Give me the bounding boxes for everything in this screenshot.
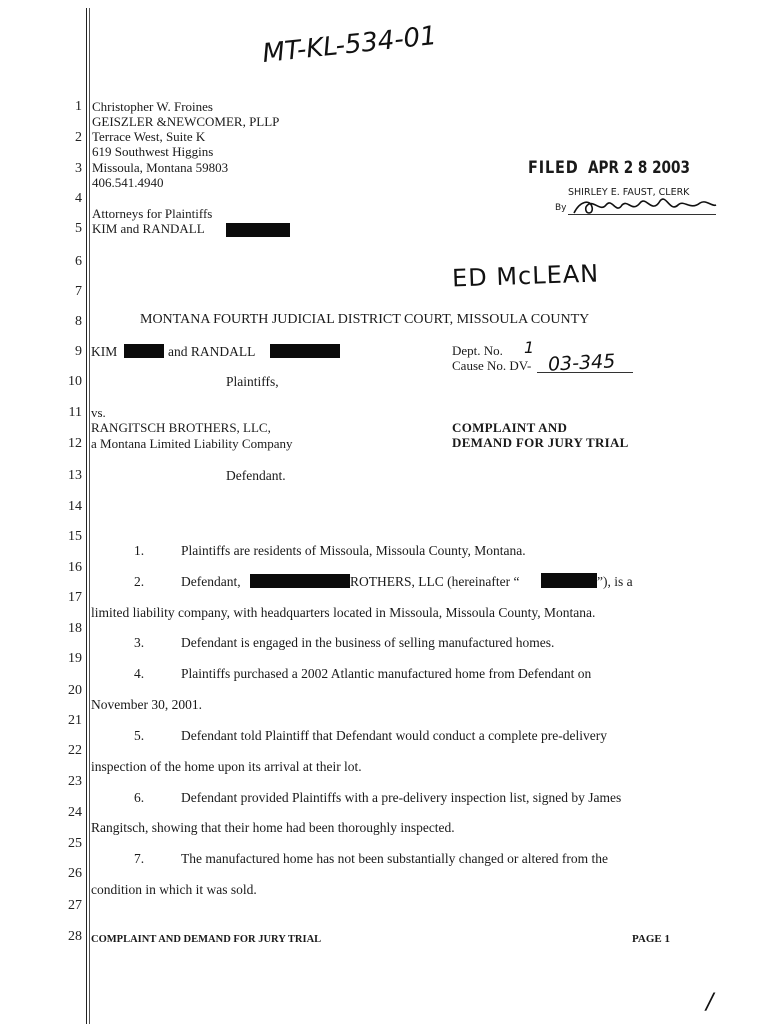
line-number: 28 bbox=[68, 929, 82, 944]
line-number: 7 bbox=[75, 284, 82, 299]
handwritten-case-code: MT-KL-534-01 bbox=[260, 20, 439, 70]
defendant-name: RANGITSCH BROTHERS, LLC, bbox=[91, 420, 271, 435]
attorney-firm: GEISZLER &NEWCOMER, PLLP bbox=[92, 114, 280, 129]
paragraph-number: 3. bbox=[134, 635, 145, 650]
paragraph-4-line-2: November 30, 2001. bbox=[91, 697, 202, 712]
paragraph-7: The manufactured home has not been substantially changed or altered from the bbox=[181, 851, 608, 866]
defendant-description: a Montana Limited Liability Company bbox=[91, 436, 293, 451]
redaction-bar bbox=[250, 574, 350, 588]
redaction-bar bbox=[541, 573, 597, 588]
paragraph-3: Defendant is engaged in the business of selling manufactured homes. bbox=[181, 635, 555, 650]
line-number: 3 bbox=[75, 161, 82, 176]
document-title-line-2: DEMAND FOR JURY TRIAL bbox=[452, 435, 629, 450]
line-number: 26 bbox=[68, 866, 82, 881]
attorney-address-2: 619 Southwest Higgins bbox=[92, 144, 214, 159]
attorney-role: Attorneys for Plaintiffs bbox=[92, 206, 213, 221]
filed-stamp-clerk: SHIRLEY E. FAUST, CLERK bbox=[568, 187, 690, 198]
handwritten-cause-number: 03-345 bbox=[547, 350, 616, 376]
cause-label: Cause No. DV- bbox=[452, 358, 532, 373]
line-number: 12 bbox=[68, 436, 82, 451]
line-number: 18 bbox=[68, 621, 82, 636]
paragraph-2-part-b: ROTHERS, LLC (hereinafter “ bbox=[350, 574, 520, 589]
margin-rule bbox=[86, 8, 87, 1024]
paragraph-2-part-c: ”), is a bbox=[597, 574, 633, 589]
line-number: 15 bbox=[68, 529, 82, 544]
line-number: 1 bbox=[75, 99, 82, 114]
line-number: 11 bbox=[68, 405, 82, 420]
plaintiff-and-randall: and RANDALL bbox=[168, 344, 256, 359]
paragraph-1: Plaintiffs are residents of Missoula, Missoula County, Montana. bbox=[181, 543, 526, 558]
paragraph-4: Plaintiffs purchased a 2002 Atlantic manufactured home from Defendant on bbox=[181, 666, 592, 681]
attorney-clients: KIM and RANDALL bbox=[92, 221, 205, 236]
handwritten-page-mark: / bbox=[706, 990, 714, 1015]
redaction-bar bbox=[124, 344, 164, 358]
line-number: 13 bbox=[68, 468, 82, 483]
line-number: 22 bbox=[68, 743, 82, 758]
paragraph-number: 4. bbox=[134, 666, 145, 681]
line-number: 9 bbox=[75, 344, 82, 359]
line-number: 6 bbox=[75, 254, 82, 269]
line-number: 25 bbox=[68, 836, 82, 851]
plaintiff-kim: KIM bbox=[91, 344, 118, 359]
paragraph-6-line-2: Rangitsch, showing that their home had been thoroughly inspected. bbox=[91, 820, 455, 835]
handwritten-dept-number: 1 bbox=[524, 338, 535, 357]
attorney-phone: 406.541.4940 bbox=[92, 175, 164, 190]
paragraph-2-line-2: limited liability company, with headquarters located in Missoula, Missoula County, Montana. bbox=[91, 605, 596, 620]
footer-title: COMPLAINT AND DEMAND FOR JURY TRIAL bbox=[91, 934, 322, 945]
attorney-city: Missoula, Montana 59803 bbox=[92, 160, 229, 175]
line-number: 2 bbox=[75, 130, 82, 145]
line-number: 17 bbox=[68, 590, 82, 605]
paragraph-2-part-a: Defendant, bbox=[181, 574, 241, 589]
line-number: 24 bbox=[68, 805, 82, 820]
attorney-name: Christopher W. Froines bbox=[92, 99, 213, 114]
line-number: 23 bbox=[68, 774, 82, 789]
paragraph-number: 7. bbox=[134, 851, 145, 866]
margin-rule-inner bbox=[89, 8, 90, 1024]
paragraph-number: 5. bbox=[134, 728, 145, 743]
line-number: 14 bbox=[68, 499, 82, 514]
line-number: 8 bbox=[75, 314, 82, 329]
filed-stamp-by: By bbox=[555, 203, 567, 213]
document-title-line-1: COMPLAINT AND bbox=[452, 420, 568, 435]
line-number: 16 bbox=[68, 560, 82, 575]
line-number: 19 bbox=[68, 651, 82, 666]
vs-label: vs. bbox=[91, 405, 106, 420]
clerk-signature bbox=[570, 193, 720, 221]
line-number: 4 bbox=[75, 191, 82, 206]
paragraph-7-line-2: condition in which it was sold. bbox=[91, 882, 257, 897]
defendant-label: Defendant. bbox=[226, 468, 286, 483]
paragraph-number: 1. bbox=[134, 543, 145, 558]
line-number: 5 bbox=[75, 221, 82, 236]
dept-label: Dept. No. bbox=[452, 343, 503, 358]
line-number: 20 bbox=[68, 683, 82, 698]
redaction-bar bbox=[226, 223, 290, 237]
filed-stamp-date: APR 2 8 2003 bbox=[588, 158, 690, 178]
attorney-address-1: Terrace West, Suite K bbox=[92, 129, 206, 144]
paragraph-6: Defendant provided Plaintiffs with a pre-delivery inspection list, signed by James bbox=[181, 790, 622, 805]
line-number: 10 bbox=[68, 374, 82, 389]
handwritten-judge: ED McLEAN bbox=[451, 259, 600, 293]
footer-page-number: PAGE 1 bbox=[632, 933, 670, 945]
court-title: MONTANA FOURTH JUDICIAL DISTRICT COURT, MISSOULA COUNTY bbox=[140, 312, 590, 327]
paragraph-5: Defendant told Plaintiff that Defendant would conduct a complete pre-delivery bbox=[181, 728, 607, 743]
line-number: 27 bbox=[68, 898, 82, 913]
filed-stamp-label: FILED bbox=[528, 158, 579, 178]
paragraph-number: 6. bbox=[134, 790, 145, 805]
paragraph-number: 2. bbox=[134, 574, 145, 589]
redaction-bar bbox=[270, 344, 340, 358]
paragraph-5-line-2: inspection of the home upon its arrival at their lot. bbox=[91, 759, 362, 774]
plaintiffs-label: Plaintiffs, bbox=[226, 374, 279, 389]
line-number: 21 bbox=[68, 713, 82, 728]
